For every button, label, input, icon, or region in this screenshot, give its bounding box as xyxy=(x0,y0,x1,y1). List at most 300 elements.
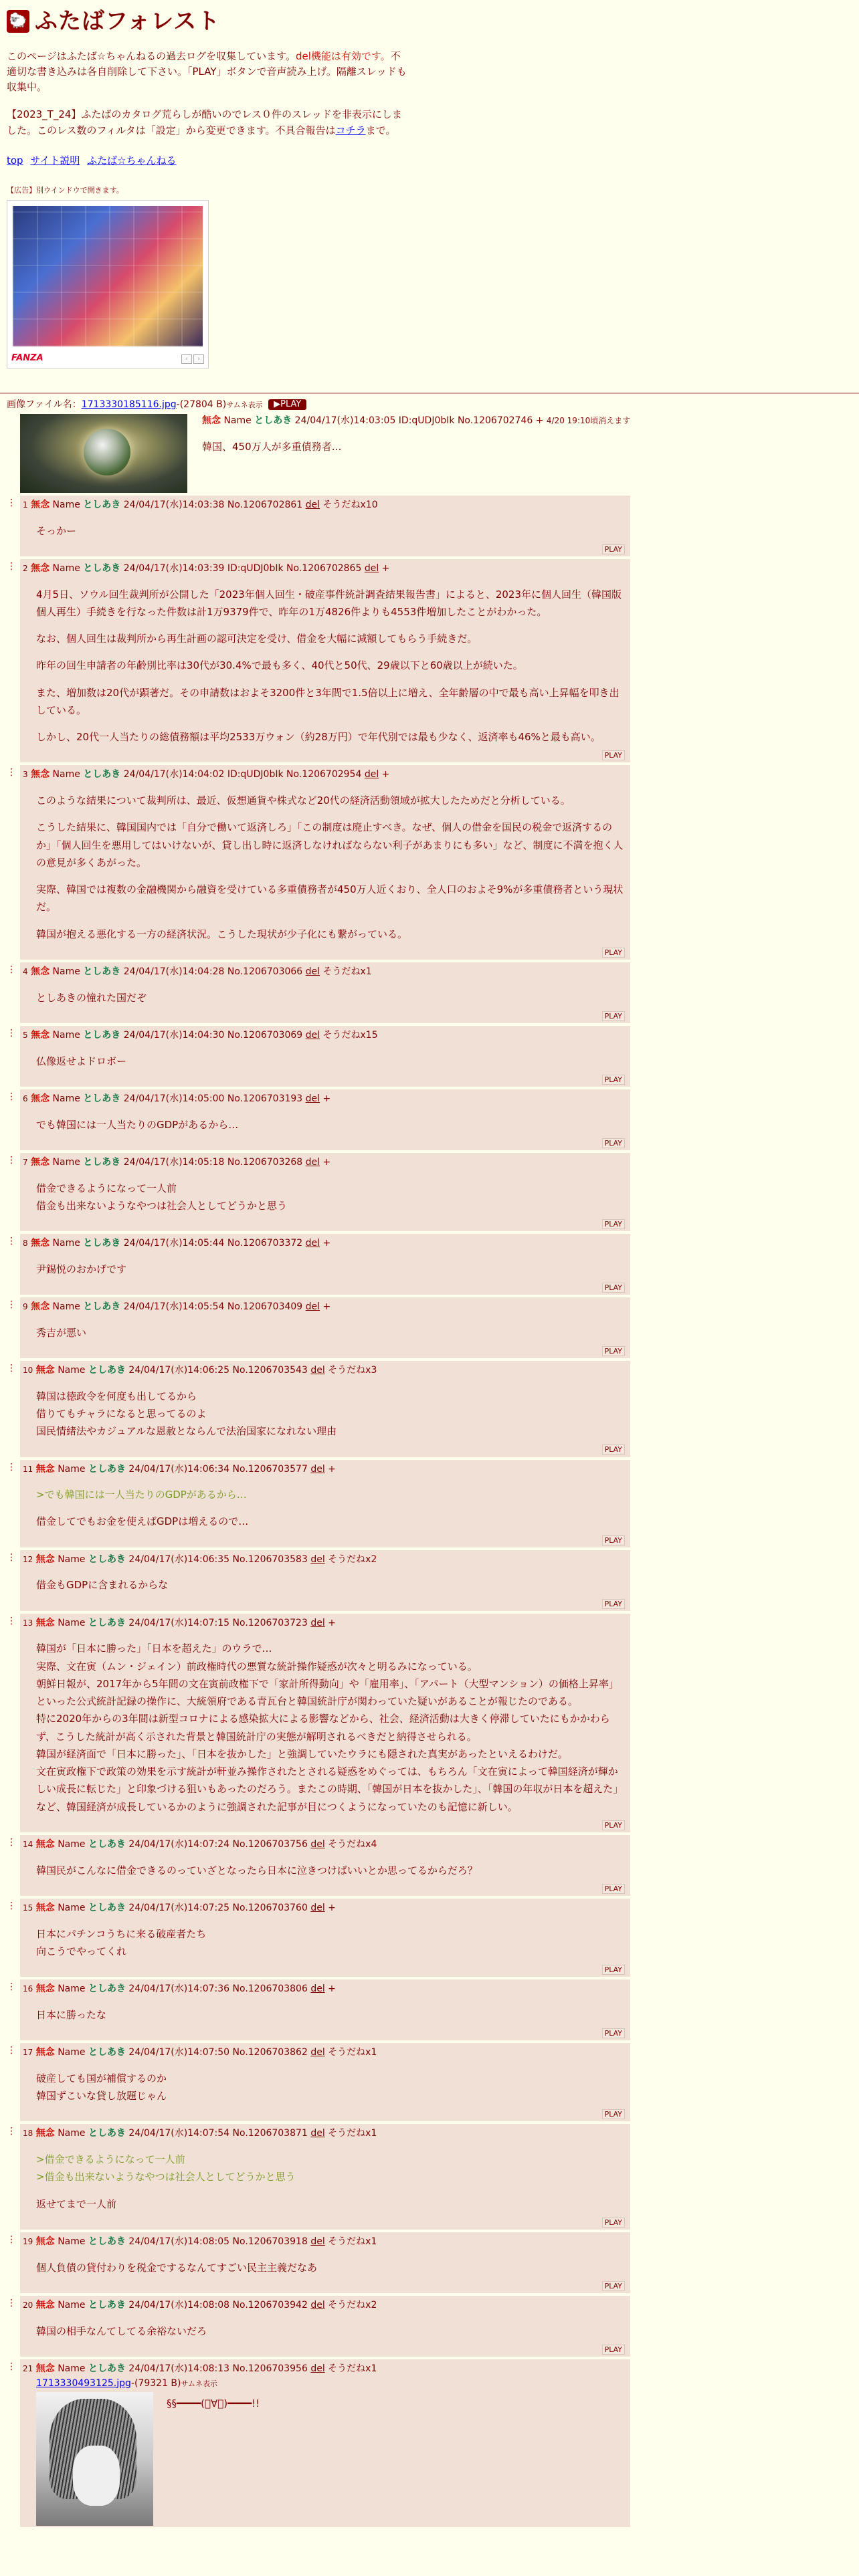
reply-datetime: 24/04/17(水)14:05:44 No.1206703372 xyxy=(123,1238,303,1249)
del-link[interactable]: del xyxy=(310,2236,325,2247)
reply-menu-icon[interactable]: ⋮ xyxy=(7,497,16,508)
reply-box xyxy=(20,1297,630,1358)
reply-17 xyxy=(0,2043,859,2121)
name-label: Name xyxy=(52,769,80,780)
reply-paragraph: 借金もGDPに含まれるからな xyxy=(36,1579,169,1592)
reply-menu-icon[interactable]: ⋮ xyxy=(7,1836,16,1848)
reply-menu-icon[interactable]: ⋮ xyxy=(7,2297,16,2309)
reply-subject: 無念 xyxy=(31,966,50,977)
reply-play-button[interactable]: PLAY xyxy=(602,750,625,760)
reply-name: としあき xyxy=(88,2363,126,2374)
name-label: Name xyxy=(58,1463,86,1475)
reply-menu-icon[interactable]: ⋮ xyxy=(7,2361,16,2372)
reply-subject: 無念 xyxy=(35,2299,55,2311)
reply-menu-icon[interactable]: ⋮ xyxy=(7,1363,16,1374)
reply-play-button[interactable]: PLAY xyxy=(602,2218,625,2228)
site-notice: 【2023_T_24】ふたばのカタログ荒らしが酷いのでレス０件のスレッドを非表示にしました。このレス数のフィルタは「設定」から変更できます。不具合報告はコチラまで。 xyxy=(7,108,402,136)
reply-paragraph: 仏像返せよドロボー xyxy=(36,1055,127,1067)
reply-name: としあき xyxy=(88,2047,126,2058)
reply-number: 3 xyxy=(23,770,28,780)
reply-paragraph: 秀吉が悪い xyxy=(36,1326,87,1339)
name-label: Name xyxy=(58,1365,86,1376)
reply-file-line: 1713330493125.jpg-(79321 B)サムネ表示 xyxy=(36,2377,217,2389)
reply-body xyxy=(36,2151,625,2213)
reply-body xyxy=(36,2259,625,2276)
reply-header xyxy=(23,1156,625,1170)
del-link[interactable]: del xyxy=(310,1617,325,1628)
reply-name: としあき xyxy=(88,1983,126,1995)
reply-paragraph: 借金できるようになって一人前 借金も出来ないようなやつは社会人としてどうかと思う xyxy=(36,1182,288,1212)
sodane-button[interactable]: + xyxy=(328,1902,336,1913)
reply-play-button[interactable]: PLAY xyxy=(602,2028,625,2038)
sodane-button[interactable]: そうだねx1 xyxy=(328,2236,377,2247)
reply-body xyxy=(36,989,625,1006)
reply-paragraph: 個人負債の貸付わりを税金でするなんてすごい民主主義だなあ xyxy=(36,2261,318,2274)
reply-subject: 無念 xyxy=(35,1553,55,1565)
reply-menu-icon[interactable]: ⋮ xyxy=(7,1154,16,1166)
op-file-line: 画像ファイル名：1713330185116.jpg-(27804 B)サムネ表示 ▶PLAY xyxy=(7,398,852,413)
reply-header xyxy=(23,965,625,980)
name-label: Name xyxy=(58,2047,86,2058)
reply-name: としあき xyxy=(83,1093,121,1104)
reply-subject: 無念 xyxy=(31,769,50,780)
reply-number: 7 xyxy=(23,1157,28,1167)
name-label: Name xyxy=(58,1617,86,1628)
reply-box xyxy=(20,1835,630,1896)
divider xyxy=(0,393,859,394)
op-subject: 無念 xyxy=(202,415,221,426)
reply-number: 18 xyxy=(23,2129,33,2139)
del-link[interactable]: del xyxy=(305,966,320,977)
reply-datetime: 24/04/17(水)14:05:18 No.1206703268 xyxy=(123,1156,303,1168)
del-link[interactable]: del xyxy=(305,1029,320,1041)
reply-datetime: 24/04/17(水)14:04:28 No.1206703066 xyxy=(123,966,303,977)
reply-subject: 無念 xyxy=(31,1093,50,1104)
op-datetime: 24/04/17(水)14:03:05 ID:qUDJ0bIk No.1206702746 xyxy=(294,415,533,426)
sodane-button[interactable]: + xyxy=(328,1617,336,1628)
reply-header xyxy=(23,1982,625,1997)
reply-header xyxy=(23,2235,625,2250)
reply-16 xyxy=(0,1979,859,2040)
reply-subject: 無念 xyxy=(31,562,50,574)
reply-play-button[interactable]: PLAY xyxy=(602,544,625,554)
op-sodane-button[interactable]: + xyxy=(535,415,544,426)
reply-subject: 無念 xyxy=(35,1838,55,1850)
reply-datetime: 24/04/17(水)14:08:13 No.1206703956 xyxy=(128,2363,308,2374)
reply-play-button[interactable]: PLAY xyxy=(602,1599,625,1609)
reply-datetime: 24/04/17(水)14:05:00 No.1206703193 xyxy=(123,1093,303,1104)
reply-body xyxy=(36,1576,625,1594)
reply-play-button[interactable]: PLAY xyxy=(602,1138,625,1148)
sodane-button[interactable]: + xyxy=(322,1301,331,1313)
reply-menu-icon[interactable]: ⋮ xyxy=(7,1981,16,1993)
reply-play-button[interactable]: PLAY xyxy=(602,1444,625,1455)
reply-header xyxy=(23,562,625,576)
reply-datetime: 24/04/17(水)14:07:54 No.1206703871 xyxy=(128,2128,308,2139)
reply-play-button[interactable]: PLAY xyxy=(602,1075,625,1085)
reply-6 xyxy=(0,1089,859,1150)
reply-body xyxy=(36,1486,625,1531)
name-label: Name xyxy=(52,1093,80,1104)
sodane-button[interactable]: そうだねx1 xyxy=(322,966,372,977)
reply-datetime: 24/04/17(水)14:04:02 ID:qUDJ0bIk No.1206702954 xyxy=(123,769,362,780)
reply-datetime: 24/04/17(水)14:07:36 No.1206703806 xyxy=(128,1983,308,1995)
reply-play-button[interactable]: PLAY xyxy=(602,1965,625,1975)
reply-quote: >借金できるようになって一人前 >借金も出来ないようなやつは社会人としてどうかと思う xyxy=(36,2153,296,2183)
sodane-button[interactable]: そうだねx2 xyxy=(328,1553,377,1565)
reply-paragraph: 昨年の回生申請者の年齢別比率は30代が30.4%で最も多く、40代と50代、29歳以下と60歳以上が続いた。 xyxy=(36,659,523,672)
reply-21 xyxy=(0,2359,859,2527)
reply-paragraph: このような結果について裁判所は、最近、仮想通貨や株式など20代の経済活動領域が拡大したためだと分析している。 xyxy=(36,794,571,807)
reply-box xyxy=(20,2124,630,2229)
reply-number: 12 xyxy=(23,1554,33,1564)
reply-datetime: 24/04/17(水)14:06:25 No.1206703543 xyxy=(128,1365,308,1376)
op-file-size: -(27804 B) xyxy=(176,399,227,411)
del-link[interactable]: del xyxy=(310,1365,325,1376)
reply-15 xyxy=(0,1899,859,1977)
sodane-button[interactable]: + xyxy=(381,769,390,780)
reply-paragraph: 韓国が「日本に勝った」「日本を超えた」のウラで… 実際、文在寅（ムン・ジェイン）前政権時代の悪質な統計操作疑惑が次々と明るみになっている。 朝鮮日報が、2017年から5年間の文在寅前政権下で「家計所得動向」や「雇用率」、「アパート（大型マンション）の価格上昇率」といった公式統計記録の操作に、大統領府である青瓦台と韓国統計庁が関わっていた疑いがあることが報じたのである。 特に2020年からの3年間は新型コロナによる感染拡大による影響などから、社会、経済活動は大きく停滞していたにもかかわらず、こうした統計が高く示された背景と韓国統計庁の実態が解明されるべきだと納得させられる。 韓国が経済面で「日本に勝った」、「日本を抜かした」と強調していたウラにも隠された真実があったといえるわけだ。 文在寅政権下で政策の効果を示す統計が軒並み操作されたとされる疑惑をめぐっては、もちろん「文在寅によって韓国経済が輝かしい成長に転じた」と印象づける狙いもあったのだろう。またこの時期、「韓国が日本を抜かした」、「韓国の年収が日本を超えた」など、韓国経済が成長しているかのように強調された記事が目につくようになっていたのも記憶に新しい。 xyxy=(36,1642,624,1813)
reply-box xyxy=(20,2359,630,2527)
reply-quote: >でも韓国には一人当たりのGDPがあるから… xyxy=(36,1489,247,1501)
sodane-button[interactable]: + xyxy=(328,1983,336,1995)
sodane-button[interactable]: + xyxy=(322,1156,331,1168)
reply-header xyxy=(23,1300,625,1315)
reply-menu-icon[interactable]: ⋮ xyxy=(7,1900,16,1911)
reply-body xyxy=(36,1640,625,1816)
reply-name: としあき xyxy=(88,1838,126,1850)
name-label: Name xyxy=(52,966,80,977)
reply-thumbnail[interactable] xyxy=(36,2392,153,2526)
nav-links xyxy=(7,153,852,169)
site-header xyxy=(0,0,859,368)
reply-box xyxy=(20,559,630,762)
del-link[interactable]: del xyxy=(310,2363,325,2374)
reply-datetime: 24/04/17(水)14:03:39 ID:qUDJ0bIk No.1206702865 xyxy=(123,562,362,574)
reply-box xyxy=(20,1460,630,1547)
reply-14 xyxy=(0,1835,859,1896)
reply-box xyxy=(20,1614,630,1832)
del-link[interactable]: del xyxy=(310,2047,325,2058)
reply-datetime: 24/04/17(水)14:06:34 No.1206703577 xyxy=(128,1463,308,1475)
reply-9 xyxy=(0,1297,859,1358)
reply-number: 5 xyxy=(23,1030,28,1040)
reply-datetime: 24/04/17(水)14:07:50 No.1206703862 xyxy=(128,2047,308,2058)
reply-name: としあき xyxy=(88,2128,126,2139)
reply-subject: 無念 xyxy=(35,1902,55,1913)
reply-name: としあき xyxy=(83,1156,121,1168)
reply-paragraph: そっかー xyxy=(36,524,77,537)
reply-box xyxy=(20,765,630,959)
reply-header xyxy=(23,498,625,513)
reply-menu-icon[interactable]: ⋮ xyxy=(7,767,16,778)
reply-datetime: 24/04/17(水)14:08:08 No.1206703942 xyxy=(128,2299,308,2311)
reply-paragraph: でも韓国には一人当たりのGDPがあるから… xyxy=(36,1118,239,1131)
name-label: Name xyxy=(58,1838,86,1850)
reply-datetime: 24/04/17(水)14:08:05 No.1206703918 xyxy=(128,2236,308,2247)
reply-name: としあき xyxy=(88,1617,126,1628)
del-enabled-note: del機能は有効です。 xyxy=(295,49,391,62)
op-play-button[interactable]: ▶PLAY xyxy=(268,399,306,410)
reply-name: としあき xyxy=(83,966,121,977)
reply-name: としあき xyxy=(88,1463,126,1475)
reply-paragraph: 尹錫悦のおかげです xyxy=(36,1263,127,1275)
name-label: Name xyxy=(52,1301,80,1313)
reply-body xyxy=(36,1261,625,1278)
reply-number: 10 xyxy=(23,1366,33,1376)
sodane-button[interactable]: + xyxy=(381,562,390,574)
reply-paragraph: 日本にパチンコうちに来る破産者たち 向こうでやってくれ xyxy=(36,1927,207,1957)
del-link[interactable]: del xyxy=(310,1553,325,1565)
name-label: Name xyxy=(58,1902,86,1913)
reply-paragraph: 日本に勝ったな xyxy=(36,2008,107,2021)
reply-header xyxy=(23,1901,625,1916)
sodane-button[interactable]: + xyxy=(322,1093,331,1104)
reply-7 xyxy=(0,1153,859,1231)
reply-body xyxy=(36,1180,625,1215)
sodane-button[interactable]: + xyxy=(328,1463,336,1475)
del-link[interactable]: del xyxy=(364,562,379,574)
sheep-logo-icon: 🐑 xyxy=(7,10,29,33)
name-label: Name xyxy=(52,562,80,574)
reply-menu-icon[interactable]: ⋮ xyxy=(7,1236,16,1247)
reply-paragraph: 借金してでもお金を使えばGDPは増えるので… xyxy=(36,1515,249,1528)
del-link[interactable]: del xyxy=(305,1093,320,1104)
reply-number: 8 xyxy=(23,1239,28,1249)
reply-datetime: 24/04/17(水)14:07:24 No.1206703756 xyxy=(128,1838,308,1850)
reply-name: としあき xyxy=(88,2236,126,2247)
reply-subject: 無念 xyxy=(35,2047,55,2058)
reply-body xyxy=(36,2070,625,2105)
reply-menu-icon[interactable]: ⋮ xyxy=(7,2234,16,2245)
reply-3 xyxy=(0,765,859,959)
ad-image[interactable] xyxy=(13,206,203,346)
reply-header xyxy=(23,1553,625,1568)
reply-number: 17 xyxy=(23,2048,33,2058)
reply-number: 13 xyxy=(23,1618,33,1628)
reply-name: としあき xyxy=(88,1902,126,1913)
del-link[interactable]: del xyxy=(310,2128,325,2139)
name-label: Name xyxy=(58,1983,86,1995)
reply-box xyxy=(20,496,630,556)
reply-body xyxy=(36,792,625,943)
reply-subject: 無念 xyxy=(35,2128,55,2139)
reply-header xyxy=(23,2298,625,2313)
nav-link-about[interactable]: サイト説明 xyxy=(30,154,80,167)
ad-note: 【広告】別ウインドウで開きます。 xyxy=(7,186,124,195)
reply-box xyxy=(20,2232,630,2293)
del-link[interactable]: del xyxy=(364,769,379,780)
reply-menu-icon[interactable]: ⋮ xyxy=(7,1615,16,1626)
reply-file-link[interactable]: 1713330493125.jpg xyxy=(36,2377,131,2389)
reply-header xyxy=(23,1838,625,1852)
reply-play-button[interactable]: PLAY xyxy=(602,2281,625,2291)
nav-link-futaba[interactable]: ふたば☆ちゃんねる xyxy=(87,154,177,167)
reply-2 xyxy=(0,559,859,762)
del-link[interactable]: del xyxy=(310,1902,325,1913)
reply-menu-icon[interactable]: ⋮ xyxy=(7,1091,16,1102)
reply-paragraph: 韓国の相手なんてしてる余裕ないだろ xyxy=(36,2325,207,2337)
reply-paragraph: 韓国民がこんなに借金できるのっていざとなったら日本に泣きつけばいいとか思ってるからだろ？ xyxy=(36,1864,478,1876)
reply-number: 21 xyxy=(23,2363,33,2373)
reply-datetime: 24/04/17(水)14:07:25 No.1206703760 xyxy=(128,1902,308,1913)
op-thumbnail[interactable] xyxy=(20,414,187,493)
del-link[interactable]: del xyxy=(305,1238,320,1249)
sodane-button[interactable]: そうだねx3 xyxy=(328,1365,377,1376)
name-label: Name xyxy=(52,499,80,510)
name-label: Name xyxy=(52,1029,80,1041)
reply-box xyxy=(20,1234,630,1295)
bomb-image xyxy=(84,429,130,475)
reply-number: 20 xyxy=(23,2300,33,2310)
sodane-button[interactable]: そうだねx10 xyxy=(322,499,378,510)
reply-box xyxy=(20,1361,630,1457)
reply-subject: 無念 xyxy=(31,1238,50,1249)
reply-name: としあき xyxy=(83,769,121,780)
reply-datetime: 24/04/17(水)14:04:30 No.1206703069 xyxy=(123,1029,303,1041)
reply-name: としあき xyxy=(88,1365,126,1376)
reply-number: 14 xyxy=(23,1839,33,1849)
ad-banner[interactable] xyxy=(7,200,209,368)
reply-subject: 無念 xyxy=(35,2363,55,2374)
sodane-button[interactable]: そうだねx1 xyxy=(328,2363,377,2374)
sodane-button[interactable]: そうだねx1 xyxy=(328,2128,377,2139)
reply-header xyxy=(23,1237,625,1251)
report-link[interactable]: コチラ xyxy=(335,124,366,136)
ad-next-icon[interactable]: › xyxy=(193,354,204,364)
reply-number: 4 xyxy=(23,966,28,976)
reply-play-button[interactable]: PLAY xyxy=(602,1283,625,1293)
op-post xyxy=(0,398,859,493)
sodane-button[interactable]: + xyxy=(322,1238,331,1249)
reply-number: 9 xyxy=(23,1302,28,1312)
reply-box xyxy=(20,1979,630,2040)
reply-name: としあき xyxy=(83,1238,121,1249)
reply-number: 19 xyxy=(23,2236,33,2246)
reply-header xyxy=(23,1616,625,1631)
reply-play-button[interactable]: PLAY xyxy=(602,2345,625,2355)
reply-body xyxy=(36,586,625,746)
op-expire: 4/20 19:10頃消えます xyxy=(546,415,631,425)
del-link[interactable]: del xyxy=(310,1463,325,1475)
reply-box xyxy=(20,1026,630,1087)
reply-20 xyxy=(0,2296,859,2357)
reply-paragraph: としあきの憧れた国だぞ xyxy=(36,991,147,1004)
reply-12 xyxy=(0,1550,859,1611)
reply-1 xyxy=(0,496,859,556)
sodane-button[interactable]: そうだねx2 xyxy=(328,2299,377,2311)
reply-box xyxy=(20,2296,630,2357)
reply-number: 1 xyxy=(23,500,28,510)
reply-body xyxy=(36,1925,625,1961)
reply-play-button[interactable]: PLAY xyxy=(602,1820,625,1830)
op-file-link[interactable]: 1713330185116.jpg xyxy=(81,399,177,411)
reply-play-button[interactable]: PLAY xyxy=(602,948,625,958)
del-link[interactable]: del xyxy=(305,1301,320,1313)
reply-5 xyxy=(0,1026,859,1087)
reply-body xyxy=(36,2006,625,2024)
reply-8 xyxy=(0,1234,859,1295)
reply-datetime: 24/04/17(水)14:03:38 No.1206702861 xyxy=(123,499,303,510)
del-link[interactable]: del xyxy=(310,1838,325,1850)
reply-menu-icon[interactable]: ⋮ xyxy=(7,1027,16,1039)
sodane-button[interactable]: そうだねx1 xyxy=(328,2047,377,2058)
sodane-button[interactable]: そうだねx15 xyxy=(322,1029,378,1041)
del-link[interactable]: del xyxy=(310,2299,325,2311)
reply-name: としあき xyxy=(83,1301,121,1313)
reply-name: としあき xyxy=(83,1029,121,1041)
sodane-button[interactable]: そうだねx4 xyxy=(328,1838,377,1850)
reply-header xyxy=(23,2046,625,2060)
op-text: 韓国、450万人が多重債務者… xyxy=(202,440,342,453)
reply-play-button[interactable]: PLAY xyxy=(602,1219,625,1229)
reply-number: 16 xyxy=(23,1984,33,1994)
reply-menu-icon[interactable]: ⋮ xyxy=(7,560,16,572)
op-name: としあき xyxy=(254,415,292,426)
reply-body xyxy=(36,1388,625,1440)
reply-datetime: 24/04/17(水)14:05:54 No.1206703409 xyxy=(123,1301,303,1313)
site-title: ふたばフォレスト xyxy=(35,8,221,35)
reply-number: 11 xyxy=(23,1464,33,1474)
reply-body xyxy=(36,1862,625,1879)
reply-4 xyxy=(0,962,859,1023)
reply-box xyxy=(20,1550,630,1611)
name-label: Name xyxy=(58,1553,86,1565)
reply-body xyxy=(36,1324,625,1341)
reply-number: 6 xyxy=(23,1093,28,1103)
del-link[interactable]: del xyxy=(305,1156,320,1168)
reply-subject: 無念 xyxy=(35,1617,55,1628)
reply-paragraph: 実際、韓国では複数の金融機関から融資を受けている多重債務者が450万人近くおり、全人口のおよそ9%が多重債務者という現状だ。 xyxy=(36,883,624,914)
name-label: Name xyxy=(58,2299,86,2311)
reply-menu-icon[interactable]: ⋮ xyxy=(7,964,16,975)
reply-paragraph: こうした結果に、韓国国内では「自分で働いて返済しろ」「この制度は廃止すべき。なぜ、個人の借金を国民の税金で返済するのか」「個人回生を悪用してはいけないが、貸し出し時に返済しなければならない利子があまりにも多い」など、制度に不満を抱く人の意見が多くあがった。 xyxy=(36,821,624,869)
name-label: Name xyxy=(58,2128,86,2139)
reply-menu-icon[interactable]: ⋮ xyxy=(7,1461,16,1473)
reply-name: としあき xyxy=(83,562,121,574)
reply-menu-icon[interactable]: ⋮ xyxy=(7,1299,16,1311)
reply-body xyxy=(36,1053,625,1070)
reply-play-button[interactable]: PLAY xyxy=(602,1884,625,1894)
reply-menu-icon[interactable]: ⋮ xyxy=(7,2126,16,2137)
reply-box xyxy=(20,1089,630,1150)
op-meta: 無念 Name としあき 24/04/17(水)14:03:05 ID:qUDJ0bIk No.1206702746 + 4/20 19:10頃消えます 韓国、450万人が多重債務者… xyxy=(202,414,630,493)
reply-menu-icon[interactable]: ⋮ xyxy=(7,2045,16,2056)
reply-box xyxy=(20,1153,630,1231)
reply-subject: 無念 xyxy=(35,2236,55,2247)
reply-body xyxy=(36,522,625,540)
del-link[interactable]: del xyxy=(310,1983,325,1995)
reply-header xyxy=(23,1364,625,1378)
reply-box xyxy=(20,2043,630,2121)
op-thumb-note: サムネ表示 xyxy=(226,401,263,410)
reply-name: としあき xyxy=(83,499,121,510)
reply-subject: 無念 xyxy=(31,1029,50,1041)
del-link[interactable]: del xyxy=(305,499,320,510)
ad-prev-icon[interactable]: ‹ xyxy=(181,354,192,364)
reply-paragraph: しかし、20代一人当たりの総債務額は平均2533万ウォン（約28万円）で年代別では最も少なく、返済率も46%と最も高い。 xyxy=(36,731,601,744)
nav-link-top[interactable]: top xyxy=(7,154,23,167)
reply-text: §§━━━━(ﾟ∀ﾟ)━━━━!! xyxy=(167,2397,260,2410)
reply-18 xyxy=(0,2124,859,2229)
reply-menu-icon[interactable]: ⋮ xyxy=(7,1551,16,1563)
reply-10 xyxy=(0,1361,859,1457)
reply-header xyxy=(23,768,625,782)
reply-play-button[interactable]: PLAY xyxy=(602,1011,625,1021)
reply-play-button[interactable]: PLAY xyxy=(602,2109,625,2119)
reply-play-button[interactable]: PLAY xyxy=(602,1346,625,1356)
reply-play-button[interactable]: PLAY xyxy=(602,1535,625,1545)
